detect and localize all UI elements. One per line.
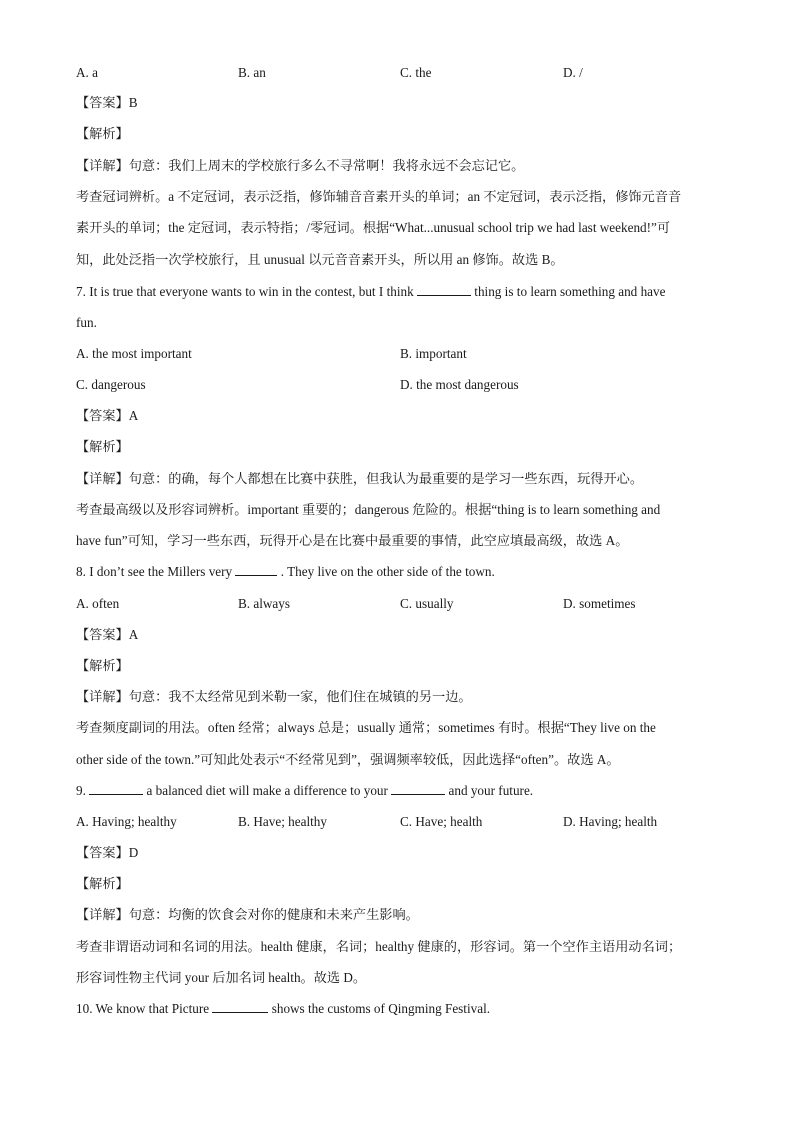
q9-option-c: C. Have; health [400,814,483,829]
q7-explanation-line-1: 考查最高级以及形容词辨析。important 重要的；dangerous 危险的。根据“thing is to learn something and [76,502,661,517]
q9-explanation-line-2: 形容词性物主代词 your 后加名词 health。故选 D。 [76,970,367,985]
q8-detail: 【详解】句意：我不太经常见到米勒一家，他们住在城镇的另一边。 [76,689,472,704]
q9-detail: 【详解】句意：均衡的饮食会对你的健康和未来产生影响。 [76,907,419,922]
q7-detail: 【详解】句意：的确，每个人都想在比赛中获胜，但我认为最重要的是学习一些东西，玩得开心。 [76,471,644,486]
q7-blank [417,282,471,296]
q8-option-c: C. usually [400,596,454,611]
q7-option-a: A. the most important [76,346,192,361]
q6-option-c: C. the [400,65,432,80]
q10-blank [212,999,268,1013]
q9-answer: 【答案】D [76,845,139,860]
q6-option-b: B. an [238,65,266,80]
q10-question-line [76,999,726,1019]
q9-option-d: D. Having; health [563,814,658,829]
q8-option-d: D. sometimes [563,596,636,611]
q7-question-line-2: fun. [76,315,97,330]
q6-answer: 【答案】B [76,95,138,110]
q8-blank [235,562,277,576]
q10-text-part-1: 10. We know that Picture [76,1001,210,1016]
q9-blank-1 [89,781,143,795]
q8-text-part-1: 8. I don’t see the Millers very [76,564,233,579]
q8-option-b: B. always [238,596,291,611]
q8-explanation-line-1: 考查频度副词的用法。often 经常；always 总是；usually 通常；sometimes 有时。根据“They live on the [76,720,656,735]
q8-option-a: A. often [76,596,120,611]
q8-explanation-line-2: other side of the town.”可知此处表示“不经常见到”，强调频率较低，因此选择“often”。故选 A。 [76,752,620,767]
q7-text-part-2: thing is to learn something and have [474,284,666,299]
q6-analysis-heading: 【解析】 [76,126,129,141]
q6-option-d: D. / [563,65,583,80]
q7-explanation-line-2: have fun”可知，学习一些东西，玩得开心是在比赛中最重要的事情，此空应填最高级，故选 A。 [76,533,629,548]
q9-text-part-1: a balanced diet will make a difference to your [146,783,388,798]
q6-explanation-line-3: 知，此处泛指一次学校旅行，且 unusual 以元音音素开头，所以用 an 修饰。故选 B。 [76,252,564,267]
q6-explanation-line-2: 素开头的单词；the 定冠词，表示特指；/零冠词。根据“What...unusual school trip we had last weekend!”可 [76,220,671,235]
q9-number: 9. [76,783,86,798]
q7-question-line-1 [76,282,726,302]
q9-question-line [76,781,726,801]
q7-analysis-heading: 【解析】 [76,439,129,454]
q7-answer: 【答案】A [76,408,139,423]
q7-option-c: C. dangerous [76,377,146,392]
q6-detail: 【详解】句意：我们上周末的学校旅行多么不寻常啊！我将永远不会忘记它。 [76,158,525,173]
q9-analysis-heading: 【解析】 [76,876,129,891]
q9-text-part-2: and your future. [448,783,534,798]
q8-text-part-2: . They live on the other side of the town. [280,564,495,579]
q7-text-part-1: 7. It is true that everyone wants to win in the contest, but I think [76,284,414,299]
q10-text-part-2: shows the customs of Qingming Festival. [271,1001,491,1016]
q8-question-line [76,562,726,582]
q8-analysis-heading: 【解析】 [76,658,129,673]
q7-option-d: D. the most dangerous [400,377,519,392]
q6-explanation-line-1: 考查冠词辨析。a 不定冠词，表示泛指，修饰辅音音素开头的单词；an 不定冠词，表示泛指，修饰元音音 [76,189,682,204]
q9-explanation-line-1: 考查非谓语动词和名词的用法。health 健康，名词；healthy 健康的，形容词。第一个空作主语用动名词； [76,939,682,954]
q9-option-b: B. Have; healthy [238,814,327,829]
q9-blank-2 [391,781,445,795]
q6-option-a: A. a [76,65,98,80]
q8-answer: 【答案】A [76,627,139,642]
q9-option-a: A. Having; healthy [76,814,177,829]
q7-option-b: B. important [400,346,467,361]
